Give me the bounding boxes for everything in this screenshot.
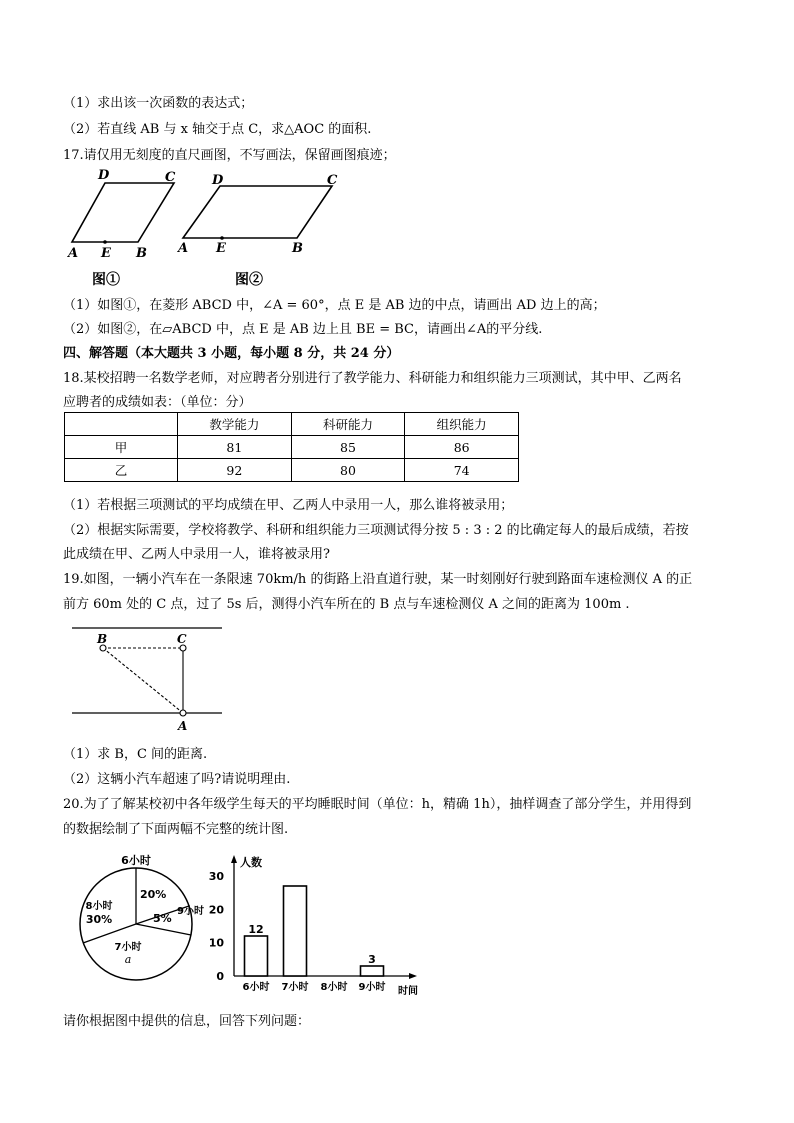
q18-stem-line1: 18.某校招聘一名数学老师，对应聘者分别进行了教学能力、科研能力和组织能力三项测试，其中甲、乙两名 [63, 371, 682, 386]
q19-road-figure [70, 620, 230, 735]
pie-slice-value-9h: 5% [153, 912, 172, 925]
q18-stem-line2: 应聘者的成绩如表：（单位：分） [63, 395, 252, 410]
bar [245, 936, 268, 976]
bars [245, 886, 384, 976]
bar [361, 966, 384, 976]
y-tick-label: 30 [208, 870, 224, 883]
pie-divider [136, 924, 191, 935]
q17-part1: （1）如图①，在菱形 ABCD 中，∠A = 60°，点 E 是 AB 边的中点，请画出 AD 边上的高； [63, 298, 606, 313]
pie-divider [83, 924, 136, 943]
q19-stem-line1: 19.如图，一辆小汽车在一条限速 70km/h 的街路上沿直道行驶，某一时刻刚好行驶到路面车速检测仪 A 的正 [63, 572, 693, 587]
pie-slice-label-6h: 6小时 [121, 854, 151, 867]
q19-stem-line2: 前方 60m 处的 C 点，过了 5s 后，测得小汽车所在的 B 点与车速检测仪 A 之间的距离为 100m . [63, 597, 630, 612]
x-axis-title: 时间 [398, 986, 418, 997]
fig1-label-b: B [136, 246, 147, 258]
y-axis-title: 人数 [240, 856, 262, 869]
table-row [65, 436, 519, 459]
bar-data-label: 3 [368, 953, 376, 966]
q18-part2-line1: （2）根据实际需要，学校将教学、科研和组织能力三项测试得分按 5 : 3 : 2 的比确定每人的最后成绩，若按 [63, 523, 689, 538]
q19-part2: （2）这辆小汽车超速了吗?请说明理由. [63, 772, 291, 787]
x-tick-label: 6小时 [242, 982, 270, 993]
q20-stem-line2: 的数据绘制了下面两幅不完整的统计图. [63, 822, 289, 837]
pie-slice-label-9h: 9小时 [177, 906, 204, 917]
pie-slice-label-7h: 7小时 [114, 942, 142, 953]
pie-slice-label-8h: 8小时 [85, 901, 113, 912]
fig2-label-e: E [216, 241, 226, 256]
point-c-label: C [177, 632, 187, 646]
point-b-label: B [97, 632, 108, 646]
fig1-label-c: C [165, 170, 176, 185]
table-header-cell: 组织能力 [405, 413, 519, 436]
x-tick-labels [243, 980, 386, 993]
q17-stem: 17.请仅用无刻度的直尺画图，不写画法，保留画图痕迹； [63, 148, 396, 163]
table-cell: 92 [178, 459, 292, 482]
x-tick-label: 8小时 [320, 982, 348, 993]
y-tick-label: 10 [208, 936, 224, 950]
table-cell: 甲 [65, 436, 178, 459]
y-tick-label: 0 [216, 970, 224, 983]
fig2-label-b: B [292, 241, 303, 256]
q18-part1: （1）若根据三项测试的平均成绩在甲、乙两人中录用一人，那么谁将被录用； [63, 498, 514, 513]
table-cell: 乙 [65, 459, 178, 482]
pie-slice-value-8h: 30% [85, 913, 113, 926]
x-tick-label: 7小时 [281, 982, 309, 993]
y-tick-labels [209, 870, 225, 983]
fig2-label-d: D [212, 173, 224, 188]
score-table [64, 412, 519, 482]
fig1-label-d: D [98, 168, 110, 183]
table-header-cell: 教学能力 [178, 413, 292, 436]
table-cell: 86 [405, 436, 519, 459]
y-axis-arrow [231, 855, 237, 863]
pie-slice-value-6h: 20% [140, 888, 167, 901]
fig2-label-c: C [327, 173, 338, 188]
q16-part1: （1）求出该一次函数的表达式； [63, 96, 254, 111]
point-a-label: A [178, 719, 188, 733]
table-cell: 85 [291, 436, 405, 459]
q16-part2: （2）若直线 AB 与 x 轴交于点 C，求△AOC 的面积. [63, 122, 372, 137]
q18-part2-line2: 此成绩在甲、乙两人中录用一人，谁将被录用? [63, 547, 330, 562]
y-tick-label: 20 [208, 903, 224, 917]
fig1-label-a: A [68, 246, 79, 258]
table-cell: 80 [291, 459, 405, 482]
q19-part1: （1）求 B，C 间的距离. [63, 747, 208, 762]
table-header-row [65, 413, 519, 436]
table-row [65, 459, 519, 482]
x-axis-arrow [409, 973, 417, 979]
table-header-cell [65, 413, 178, 436]
q20-closing: 请你根据图中提供的信息，回答下列问题： [63, 1014, 311, 1029]
fig1-caption: 图① [92, 272, 120, 288]
fig2-label-a: A [178, 241, 189, 256]
fig1-label-e: E [101, 246, 111, 258]
table-cell: 74 [405, 459, 519, 482]
table-cell: 81 [178, 436, 292, 459]
pie-slice-value-7h: a [124, 953, 132, 966]
q17-figure-2 [172, 166, 347, 258]
bar-data-label: 12 [248, 923, 264, 936]
pie-chart [70, 852, 210, 992]
q20-stem-line1: 20.为了了解某校初中各年级学生每天的平均睡眠时间（单位：h，精确 1h），抽样调查了部分学生，并用得到 [63, 797, 692, 812]
q17-part2: （2）如图②，在▱ABCD 中，点 E 是 AB 边上且 BE = BC，请画出∠A的平分线. [63, 322, 543, 337]
fig2-caption: 图② [235, 272, 263, 288]
bar-chart [208, 852, 423, 1002]
table-header-cell: 科研能力 [291, 413, 405, 436]
x-tick-label: 9小时 [358, 982, 386, 993]
bar [284, 886, 307, 976]
section-heading: 四、解答题（本大题共 3 小题，每小题 8 分，共 24 分） [63, 346, 400, 361]
